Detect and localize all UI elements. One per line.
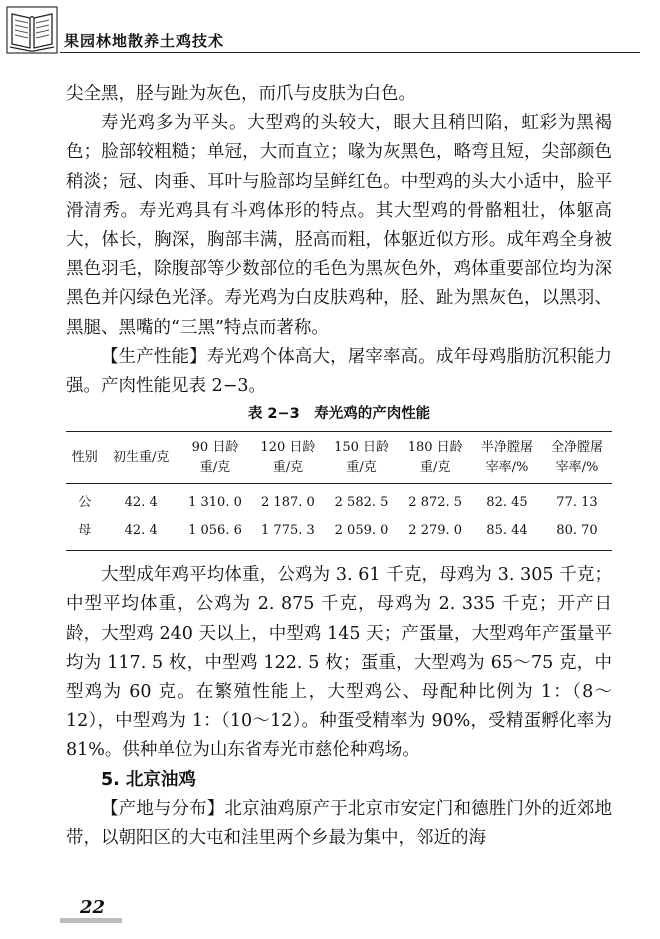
- table-cell: 1 775. 3: [261, 523, 315, 539]
- header-rule: [60, 52, 640, 53]
- running-header: [0, 0, 660, 60]
- paragraph-production: 【生产性能】寿光鸡个体高大，屠宰率高。成年母鸡脂肪沉积能力强。产肉性能见表 2−3。: [66, 346, 612, 397]
- col-header-150d: 150 日龄 重/克: [334, 440, 390, 476]
- table-cell: 2 279. 0: [408, 523, 463, 539]
- paragraph-weights: 大型成年鸡平均体重，公鸡为 3. 61 千克，母鸡为 3. 305 千克；中型平均体重，公鸡为 2. 875 千克，母鸡为 2. 335 千克；开产日龄，大型鸡 240 天以上，中型鸡 145 天；产蛋量，大型鸡年产蛋量平均为 117. 5 枚，中型鸡 122. 5 枚；蛋重，大型鸡为 65～75 克，中型鸡为 60 克。在繁殖性能上，大型鸡公、母配种比例为 1：（8～12），中型鸡为 1：（10～12）。种蛋受精率为 90%，受精蛋孵化率为 81%。供种单位为山东省寿光市慈伦种鸡场。: [66, 565, 612, 761]
- table-cell: 公: [78, 495, 92, 511]
- table-cell: 77. 13: [556, 495, 598, 511]
- paragraph-continuation: 尖全黑，胫与趾为灰色，而爪与皮肤为白色。: [66, 84, 416, 104]
- meat-performance-table: [66, 431, 612, 551]
- table-cell: 80. 70: [556, 523, 598, 539]
- table-row: [66, 517, 612, 551]
- col-header-birth-weight: 初生重/克: [113, 450, 170, 466]
- table-cell: 2 187. 0: [261, 495, 315, 511]
- col-header-180d: 180 日龄 重/克: [407, 440, 463, 476]
- table-cell: 2 582. 5: [334, 495, 389, 511]
- table-cell: 1 310. 0: [188, 495, 242, 511]
- table-cell: 母: [78, 523, 92, 539]
- col-header-half-eviscerated: 半净膛屠 宰率/%: [480, 440, 533, 476]
- table-header-row: [66, 432, 612, 484]
- col-header-120d: 120 日龄 重/克: [260, 440, 316, 476]
- table-cell: 82. 45: [486, 495, 528, 511]
- table-cell: 42. 4: [124, 495, 158, 511]
- col-header-90d: 90 日龄 重/克: [191, 440, 239, 476]
- section-heading: 5. 北京油鸡: [101, 769, 196, 790]
- table-cell: 2 872. 5: [408, 495, 463, 511]
- footer-bar: [60, 918, 122, 923]
- table-row: [66, 484, 612, 518]
- paragraph-appearance: 寿光鸡多为平头。大型鸡的头较大，眼大且稍凹陷，虹彩为黑褐色；脸部较粗糙；单冠，大而直立；喙为灰黑色，略弯且短，尖部颜色稍淡；冠、肉垂、耳叶与脸部均呈鲜红色。中型鸡的头大小适中，脸平滑清秀。寿光鸡具有斗鸡体形的特点。其大型鸡的骨骼粗壮，体躯高大，体长，胸深，胸部丰满，胫高而粗，体躯近似方形。成年鸡全身被黑色羽毛，除腹部等少数部位的毛色为黑灰色外，鸡体重要部位均为深黑色并闪绿色光泽。寿光鸡为白皮肤鸡种，胫、趾为黑灰色，以黑羽、黑腿、黑嘴的“三黑”特点而著称。: [66, 113, 612, 338]
- table-caption: 表 2−3 寿光鸡的产肉性能: [247, 406, 431, 423]
- table-cell: 1 056. 6: [188, 523, 242, 539]
- page-body: [66, 80, 612, 853]
- col-header-sex: 性别: [71, 450, 98, 466]
- col-header-full-eviscerated: 全净膛屠 宰率/%: [550, 440, 603, 476]
- header-title: 果园林地散养土鸡技术: [64, 32, 225, 50]
- table-cell: 42. 4: [124, 523, 158, 539]
- table-cell: 85. 44: [486, 523, 528, 539]
- page-number: 22: [80, 897, 106, 918]
- open-book-icon: [6, 6, 58, 54]
- paragraph-origin: 【产地与分布】北京油鸡原产于北京市安定门和德胜门外的近郊地带，以朝阳区的大屯和洼里两个乡最为集中，邻近的海: [66, 798, 612, 849]
- table-cell: 2 059. 0: [334, 523, 389, 539]
